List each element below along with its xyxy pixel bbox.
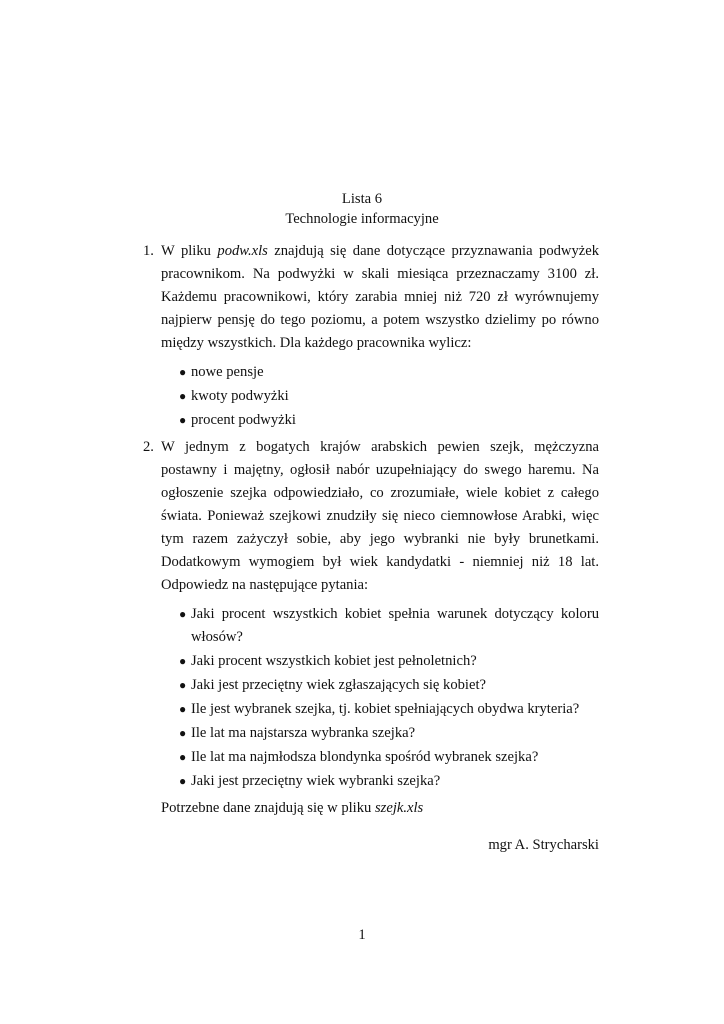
list-item-text: Jaki procent wszystkich kobiet jest pełnoletnich? — [191, 653, 477, 669]
list-item — [161, 409, 599, 432]
list-item-text: kwoty podwyżki — [191, 388, 289, 404]
bullet-icon: ● — [179, 774, 187, 788]
filename-szejk: szejk.xls — [374, 800, 424, 816]
problem-text-part: W pliku — [161, 243, 218, 259]
note-text: Potrzebne dane znajdują się w pliku — [161, 800, 375, 816]
list-item-text: procent podwyżki — [191, 412, 296, 428]
list-item — [161, 361, 599, 384]
bullet-icon: ● — [179, 389, 187, 403]
problem-text-part: znajdują się dane dotyczące przyznawania podwyżek pracownikom. Na podwyżki w skali miesiąca przeznaczamy 3100 zł. Każdemu pracownikowi, który zarabia mniej niż 720 zł wyrównujemy najpierw pensję do tego poziomu, a potem wszystko dzielimy po równo między wszystkich. Dla każdego pracownika wylicz: — [161, 243, 600, 351]
author-signature: mgr A. Strycharski — [488, 837, 599, 853]
document-title: Lista 6 — [341, 191, 383, 207]
list-item — [161, 722, 599, 745]
bullet-icon: ● — [179, 678, 187, 692]
list-item-text: Ile lat ma najmłodsza blondynka spośród wybranek szejka? — [191, 749, 539, 765]
list-item-text: Jaki jest przeciętny wiek wybranki szejka? — [191, 773, 441, 789]
filename-podw: podw.xls — [217, 243, 268, 259]
problem-number: 2. — [143, 439, 154, 455]
problem-2 — [143, 436, 599, 820]
list-item — [161, 650, 599, 673]
document-subtitle: Technologie informacyjne — [285, 211, 439, 227]
problem-text — [161, 240, 599, 355]
list-item-text: Jaki procent wszystkich kobiet spełnia warunek dotyczący koloru włosów? — [191, 606, 599, 645]
bullet-icon: ● — [179, 726, 187, 740]
list-item-text: Ile lat ma najstarsza wybranka szejka? — [191, 725, 416, 741]
bullet-icon: ● — [179, 750, 187, 764]
list-item — [161, 770, 599, 793]
list-item — [161, 674, 599, 697]
bullet-list — [161, 361, 599, 432]
list-item-text: nowe pensje — [191, 364, 264, 380]
page-number: 1 — [358, 927, 366, 943]
list-item — [161, 603, 599, 649]
document-body — [143, 240, 599, 857]
problem-1 — [143, 240, 599, 432]
problem-text: W jednym z bogatych krajów arabskich pewien szejk, mężczyzna postawny i majętny, ogłosił nabór uzupełniający do swego haremu. Na ogłoszenie szejka odpowiedziało, co zrozumiałe, wiele kobiet z całego świata. Ponieważ szejkowi znudziły się nieco ciemnowłose Arabki, więc tym razem zażyczył sobie, aby jego wybranki nie były brunetkami. Dodatkowym wymogiem był wiek kandydatki - niemniej niż 18 lat. Odpowiedz na następujące pytania: — [161, 439, 599, 593]
list-item — [161, 385, 599, 408]
list-item-text: Jaki jest przeciętny wiek zgłaszających się kobiet? — [191, 677, 486, 693]
bullet-icon: ● — [179, 654, 187, 668]
problem-number: 1. — [143, 243, 154, 259]
bullet-icon: ● — [179, 413, 187, 427]
list-item — [161, 746, 599, 769]
bullet-icon: ● — [179, 365, 187, 379]
bullet-icon: ● — [179, 607, 187, 621]
list-item-text: Ile jest wybranek szejka, tj. kobiet spełniających obydwa kryteria? — [191, 701, 580, 717]
list-item — [161, 698, 599, 721]
bullet-list — [161, 603, 599, 793]
bullet-icon: ● — [179, 702, 187, 716]
data-file-note — [161, 797, 599, 820]
document-header — [0, 189, 724, 229]
